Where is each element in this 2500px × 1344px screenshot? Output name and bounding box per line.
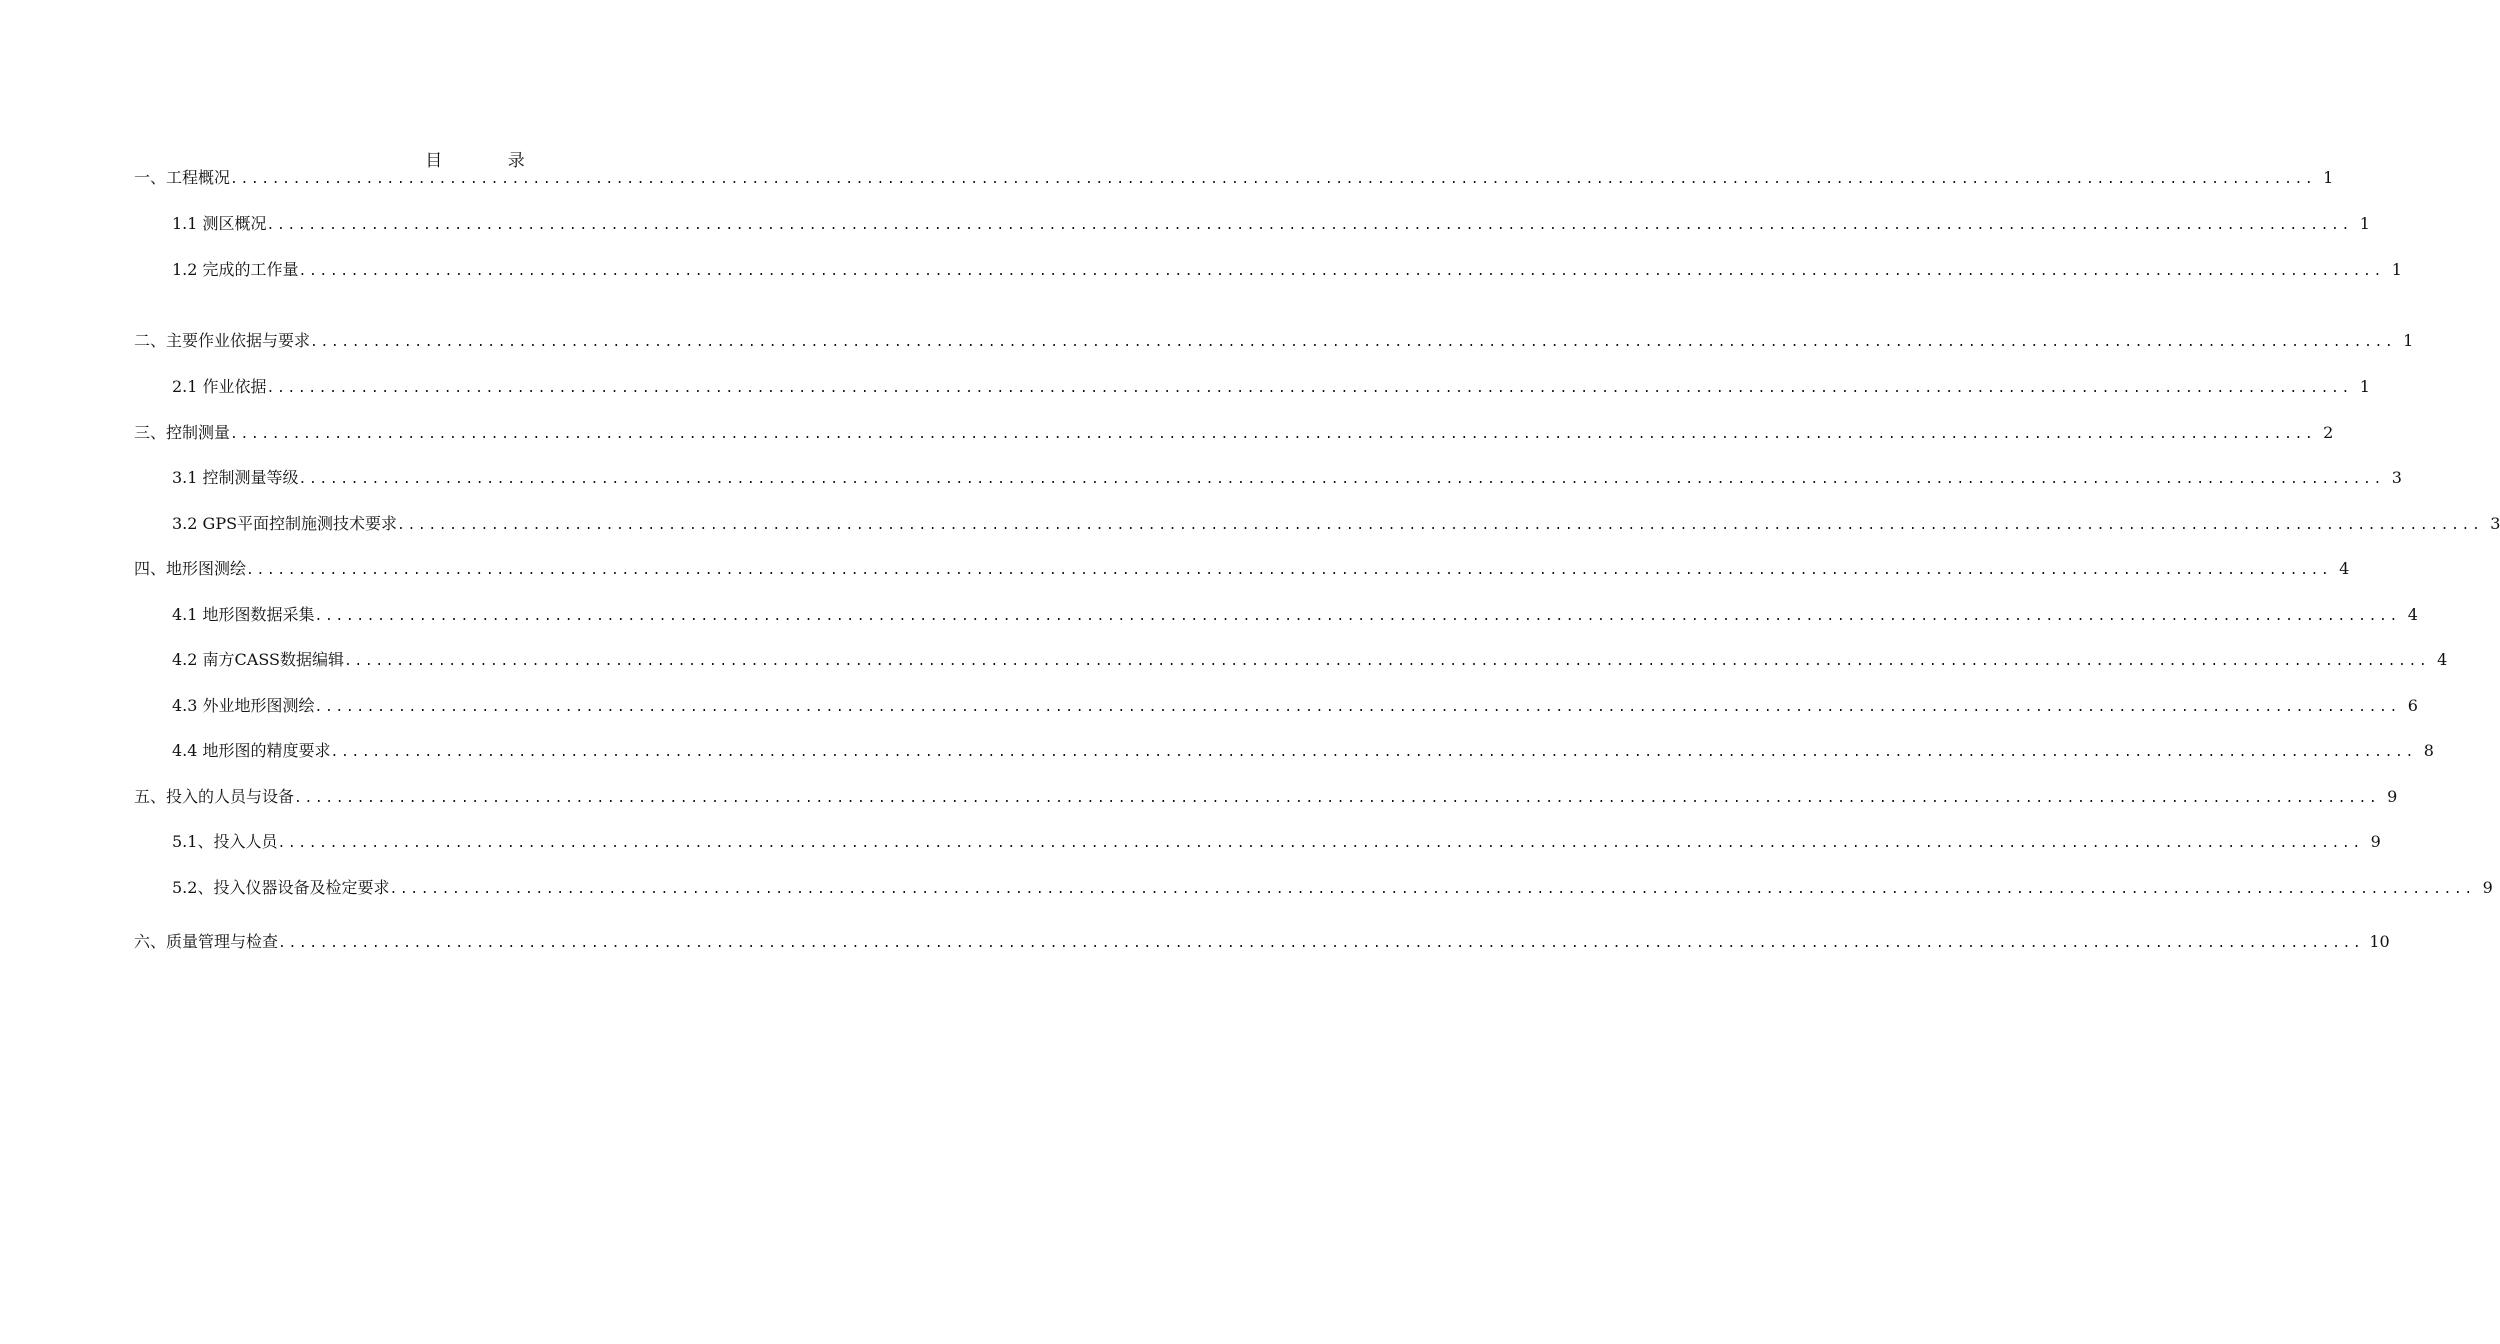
toc-entry[interactable]	[134, 930, 2390, 954]
toc-entry[interactable]	[172, 603, 2418, 627]
toc-dot-leader: ........................................................................................................................................................................................................	[266, 381, 2352, 396]
toc-entry-label: 4.1 地形图数据采集	[172, 605, 315, 624]
toc-entry-page-number: 1	[2359, 214, 2370, 233]
toc-entry-label: 六、质量管理与检查	[134, 932, 279, 951]
toc-entry[interactable]	[172, 212, 2370, 236]
toc-dot-leader: ........................................................................................................................................................................................................	[397, 518, 2483, 533]
toc-entry-label: 4.2 南方CASS数据编辑	[172, 650, 344, 669]
toc-entry[interactable]	[134, 557, 2350, 581]
toc-entry-label: 3.1 控制测量等级	[172, 468, 299, 487]
toc-entry[interactable]	[172, 466, 2402, 490]
toc-entry[interactable]	[134, 421, 2334, 445]
toc-entry-label: 4.4 地形图的精度要求	[172, 741, 331, 760]
toc-entry[interactable]	[172, 648, 2448, 672]
toc-entry[interactable]	[172, 375, 2370, 399]
toc-entry-page-number: 1	[2391, 260, 2402, 279]
toc-entry-page-number: 9	[2387, 787, 2398, 806]
toc-entry-page-number: 8	[2423, 741, 2434, 760]
toc-entry-label: 5.1、投入人员	[172, 832, 278, 851]
toc-entry[interactable]	[172, 694, 2418, 718]
toc-title: 目 录	[425, 151, 555, 171]
toc-entry-page-number: 3	[2490, 514, 2500, 533]
toc-entry-label: 1.1 测区概况	[172, 214, 267, 233]
toc-entry[interactable]	[172, 258, 2402, 282]
toc-entry-page-number: 3	[2391, 468, 2402, 487]
toc-entry-label: 一、工程概况	[134, 168, 231, 187]
toc-entry[interactable]	[134, 785, 2398, 809]
toc-entry-page-number: 4	[2339, 559, 2350, 578]
toc-entry-page-number: 1	[2403, 331, 2414, 350]
toc-entry[interactable]	[172, 876, 2493, 900]
toc-dot-leader: ........................................................................................................................................................................................................	[330, 745, 2416, 760]
toc-entry-label: 二、主要作业依据与要求	[134, 331, 311, 350]
toc-entry-label: 2.1 作业依据	[172, 377, 267, 396]
toc-dot-leader: ........................................................................................................................................................................................................	[310, 335, 2396, 350]
toc-entry-page-number: 4	[2437, 650, 2448, 669]
toc-entry-label: 3.2 GPS平面控制施测技术要求	[172, 514, 398, 533]
toc-entry-page-number: 4	[2407, 605, 2418, 624]
toc-entry-page-number: 10	[2369, 932, 2390, 951]
toc-dot-leader: ........................................................................................................................................................................................................	[278, 936, 2364, 951]
toc-dot-leader: ........................................................................................................................................................................................................	[298, 472, 2384, 487]
toc-entry-page-number: 1	[2323, 168, 2334, 187]
toc-entry-label: 三、控制测量	[134, 423, 231, 442]
toc-dot-leader: ........................................................................................................................................................................................................	[246, 563, 2332, 578]
toc-dot-leader: ........................................................................................................................................................................................................	[230, 172, 2316, 187]
toc-dot-leader: ........................................................................................................................................................................................................	[314, 609, 2400, 624]
toc-entry[interactable]	[172, 512, 2500, 536]
toc-entry-page-number: 9	[2370, 832, 2381, 851]
toc-entry-label: 4.3 外业地形图测绘	[172, 696, 315, 715]
toc-dot-leader: ........................................................................................................................................................................................................	[277, 836, 2363, 851]
toc-entry[interactable]	[134, 166, 2334, 190]
toc-entry[interactable]	[134, 329, 2414, 353]
toc-dot-leader: ........................................................................................................................................................................................................	[230, 427, 2316, 442]
toc-entry-label: 四、地形图测绘	[134, 559, 247, 578]
toc-entry-page-number: 6	[2407, 696, 2418, 715]
toc-entry[interactable]	[172, 830, 2381, 854]
toc-entry-label: 1.2 完成的工作量	[172, 260, 299, 279]
toc-entry[interactable]	[172, 739, 2434, 763]
toc-entry-label: 五、投入的人员与设备	[134, 787, 295, 806]
toc-dot-leader: ........................................................................................................................................................................................................	[294, 791, 2380, 806]
toc-entry-page-number: 1	[2359, 377, 2370, 396]
toc-entry-page-number: 9	[2482, 878, 2493, 897]
toc-dot-leader: ........................................................................................................................................................................................................	[266, 218, 2352, 233]
toc-dot-leader: ........................................................................................................................................................................................................	[298, 264, 2384, 279]
toc-entry-page-number: 2	[2323, 423, 2334, 442]
toc-dot-leader: ........................................................................................................................................................................................................	[343, 654, 2430, 669]
toc-entry-label: 5.2、投入仪器设备及检定要求	[172, 878, 390, 897]
toc-dot-leader: ........................................................................................................................................................................................................	[389, 882, 2475, 897]
toc-dot-leader: ........................................................................................................................................................................................................	[314, 700, 2400, 715]
